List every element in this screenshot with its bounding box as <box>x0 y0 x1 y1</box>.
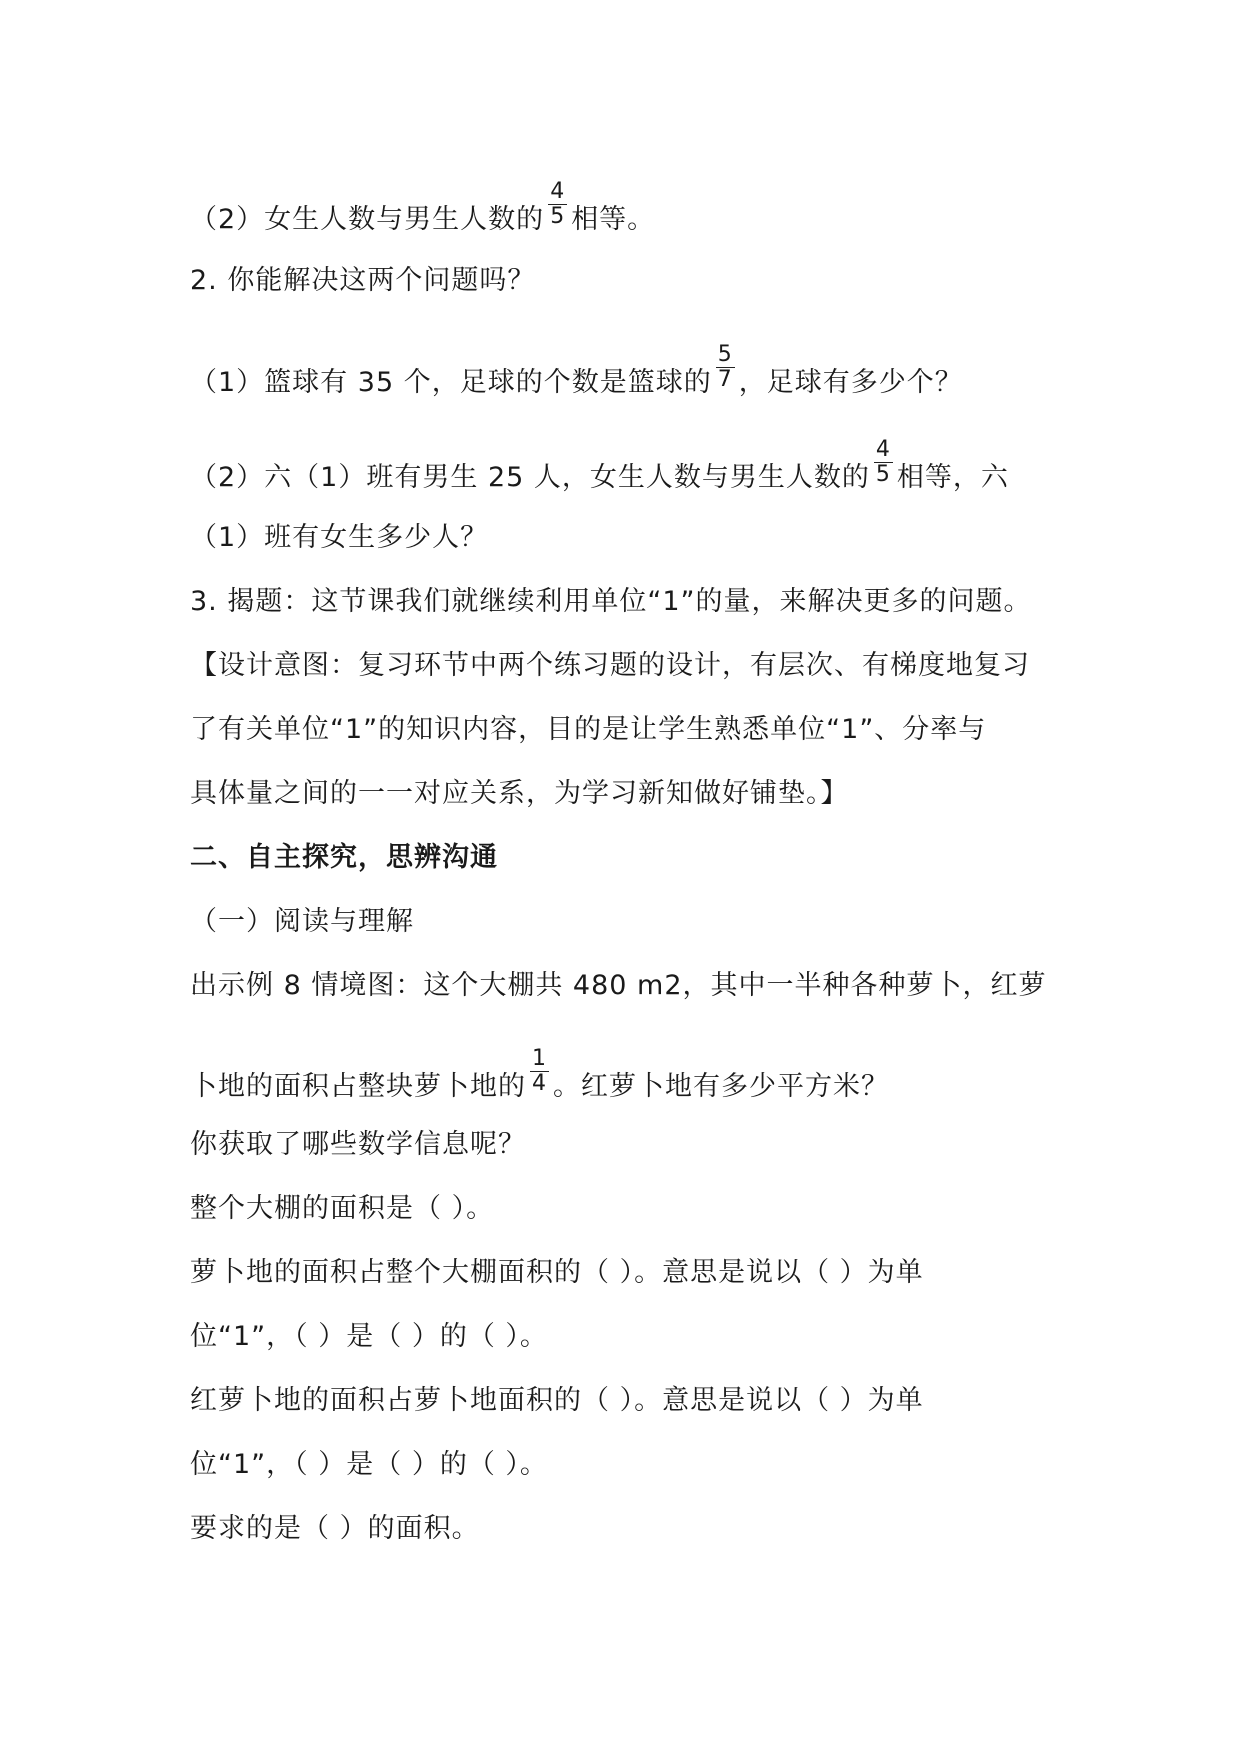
text-segment: 相等，六 <box>896 462 1009 493</box>
text-segment: ，足球有多少个？ <box>738 367 963 398</box>
text-segment: 。红萝卜地有多少平方米？ <box>553 1071 889 1102</box>
subsection-heading: （一）阅读与理解 <box>190 906 414 937</box>
fraction-numerator: 4 <box>875 437 891 462</box>
text-segment: （2）女生人数与男生人数的 <box>190 204 545 235</box>
text-line-basketball-problem <box>190 342 963 408</box>
text-line-class-problem <box>190 437 1009 503</box>
text-line-fill-blank-4: 红萝卜地的面积占萝卜地面积的（ ）。意思是说以（ ）为单 <box>190 1385 924 1416</box>
text-line-fill-blank-2: 萝卜地的面积占整个大棚面积的（ ）。意思是说以（ ）为单 <box>190 1257 924 1288</box>
text-line-fill-blank-5: 位“1”，（ ）是（ ）的（ ）。 <box>190 1449 548 1480</box>
text-line-design-intent-2: 了有关单位“1”的知识内容，目的是让学生熟悉单位“1”、分率与 <box>190 714 987 745</box>
fraction-numerator: 1 <box>532 1046 547 1071</box>
text-line-design-intent: 【设计意图：复习环节中两个练习题的设计，有层次、有梯度地复习 <box>190 650 1030 681</box>
fraction-denominator: 7 <box>717 367 733 392</box>
text-segment: 卜地的面积占整块萝卜地的 <box>190 1071 526 1102</box>
text-segment: （1）篮球有 35 个，足球的个数是篮球的 <box>190 367 712 398</box>
text-line-fill-blank-6: 要求的是（ ）的面积。 <box>190 1513 480 1544</box>
fraction <box>548 180 567 229</box>
section-heading: 二、自主探究，思辨沟通 <box>190 842 498 873</box>
text-segment: （2）六（1）班有男生 25 人，女生人数与男生人数的 <box>190 462 870 493</box>
text-segment: 相等。 <box>571 204 656 235</box>
fraction-denominator: 4 <box>532 1071 547 1096</box>
text-line-example-scenario: 出示例 8 情境图：这个大棚共 480 m2，其中一半种各种萝卜，红萝 <box>190 970 1047 1001</box>
text-line-fill-blank-3: 位“1”，（ ）是（ ）的（ ）。 <box>190 1321 548 1352</box>
fraction-numerator: 5 <box>717 342 733 367</box>
text-line-reveal-topic: 3. 揭题：这节课我们就继续利用单位“1”的量，来解决更多的问题。 <box>190 586 1032 617</box>
fraction-denominator: 5 <box>875 462 891 487</box>
fraction-numerator: 4 <box>550 179 566 204</box>
text-line-question-intro: 2. 你能解决这两个问题吗？ <box>190 265 536 296</box>
text-line-class-problem-cont: （1）班有女生多少人？ <box>190 522 489 553</box>
fraction <box>716 343 735 392</box>
text-line-info-prompt: 你获取了哪些数学信息呢？ <box>190 1129 526 1160</box>
fraction <box>874 438 893 487</box>
fraction <box>530 1047 549 1096</box>
text-line-fill-blank-1: 整个大棚的面积是（ ）。 <box>190 1193 495 1224</box>
text-line-girls-ratio <box>190 179 656 245</box>
fraction-denominator: 5 <box>550 204 566 229</box>
text-line-example-question <box>190 1046 889 1112</box>
text-line-design-intent-3: 具体量之间的一一对应关系，为学习新知做好铺垫。】 <box>190 778 849 809</box>
